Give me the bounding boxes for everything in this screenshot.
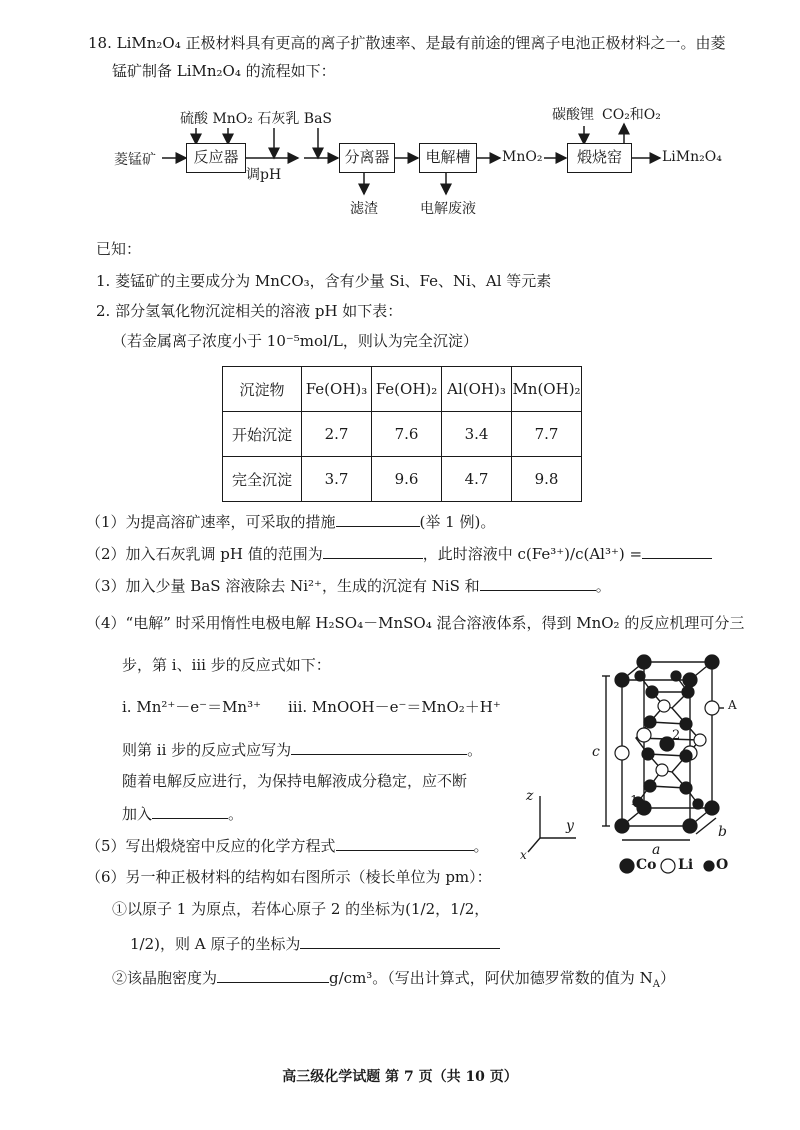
edge-a-label: a [652, 842, 661, 858]
table-cell: 4.7 [442, 457, 512, 502]
known-title: 已知： [96, 240, 142, 258]
flow-reagents-label: 硫酸 MnO₂ 石灰乳 BaS [180, 111, 333, 127]
product-label: LiMn₂O₄ [662, 149, 722, 165]
reactor-box: 反应器 [186, 143, 246, 173]
avogadro-subscript: A [652, 979, 660, 990]
q4-step-ii-end: 。 [467, 741, 483, 759]
separator-box: 分离器 [339, 143, 395, 173]
q6-coord-text: 1/2)，则 A 原子的坐标为 [130, 935, 301, 953]
edge-c-label: c [592, 744, 600, 760]
table-cell: 3.4 [442, 412, 512, 457]
q3-text-end: 。 [595, 577, 611, 595]
table-cell: 7.7 [512, 412, 582, 457]
q4-add-text: 加入 [122, 805, 153, 823]
legend-li-label: Li [678, 857, 694, 873]
gases-label: CO₂和O₂ [602, 107, 661, 123]
electrolyzer-box: 电解槽 [419, 143, 477, 173]
q2-text: （2）加入石灰乳调 pH 值的范围为 [86, 545, 323, 563]
q2-text-end: ，此时溶液中 c(Fe³⁺)/c(Al³⁺) = [422, 545, 643, 563]
known-item-1: 1. 菱锰矿的主要成分为 MnCO₃，含有少量 Si、Fe、Ni、Al 等元素 [96, 272, 552, 290]
table-cell: 开始沉淀 [223, 412, 302, 457]
table-header-cell: Fe(OH)₂ [372, 367, 442, 412]
axis-y-label: y [566, 818, 574, 834]
mno2-label: MnO₂ [502, 149, 543, 165]
table-cell: 2.7 [302, 412, 372, 457]
question-number: 18. [88, 34, 112, 52]
equation-iii: iii. MnOOH－e⁻＝MnO₂＋H⁺ [288, 698, 501, 716]
intro-text-1: LiMn₂O₄ 正极材料具有更高的离子扩散速率、是最有前途的锂离子电池正极材料之一。由菱 [116, 34, 726, 52]
li2co3-label: 碳酸锂 [552, 107, 594, 123]
table-cell: 9.8 [512, 457, 582, 502]
residue-label: 滤渣 [350, 201, 378, 217]
q6-density-end: ） [659, 969, 675, 987]
atom-2-label: 2 [672, 728, 681, 743]
q5-text: （5）写出煅烧窑中反应的化学方程式 [86, 837, 336, 855]
question-4-line2: 步，第 i、iii 步的反应式如下： [122, 656, 331, 674]
edge-b-label: b [718, 824, 727, 840]
table-cell: 9.6 [372, 457, 442, 502]
known-note: （若金属离子浓度小于 10⁻⁵mol/L，则认为完全沉淀） [112, 332, 478, 350]
kiln-box: 煅烧窑 [567, 143, 632, 173]
q6-density-text: ②该晶胞密度为 [112, 969, 218, 987]
waste-label: 电解废液 [420, 201, 476, 217]
page-footer: 高三级化学试题 第 7 页（共 10 页） [282, 1069, 518, 1085]
question-4-line4: 随着电解反应进行，为保持电解液成分稳定，应不断 [122, 772, 468, 790]
q6-density-unit: g/cm³。（写出计算式，阿伏加德罗常数的值为 N [329, 969, 653, 987]
q4-step-ii-text: 则第 ii 步的反应式应写为 [122, 741, 292, 759]
question-6-line1: （6）另一种正极材料的结构如右图所示（棱长单位为 pm）： [86, 868, 492, 886]
question-intro-line2: 锰矿制备 LiMn₂O₄ 的流程如下： [112, 62, 336, 80]
table-header-cell: 沉淀物 [223, 367, 302, 412]
axis-z-label: z [526, 788, 534, 804]
axis-x-label: x [520, 848, 527, 862]
q1-text: （1）为提高溶矿速率，可采取的措施 [86, 513, 336, 531]
table-header-cell: Al(OH)₃ [442, 367, 512, 412]
q3-text: （3）加入少量 BaS 溶液除去 Ni²⁺，生成的沉淀有 NiS 和 [86, 577, 480, 595]
question-6-line2: ①以原子 1 为原点，若体心原子 2 的坐标为(1/2，1/2， [112, 900, 490, 918]
legend-o-label: O [716, 857, 729, 873]
adjust-ph-label: 调pH [246, 167, 282, 183]
known-item-2: 2. 部分氢氧化物沉淀相关的溶液 pH 如下表： [96, 302, 403, 320]
question-4-line1: （4）“电解” 时采用惰性电极电解 H₂SO₄－MnSO₄ 混合溶液体系，得到 MnO₂ 的反应机理可分三 [86, 614, 745, 632]
atom-1-label: 1 [630, 794, 639, 809]
table-cell: 7.6 [372, 412, 442, 457]
legend-co-label: Co [636, 857, 657, 873]
table-cell: 完全沉淀 [223, 457, 302, 502]
atom-a-label: A [728, 698, 737, 712]
table-header-cell: Mn(OH)₂ [512, 367, 582, 412]
equation-i: i. Mn²⁺－e⁻＝Mn³⁺ [122, 698, 262, 716]
flow-input-label: 菱锰矿 [114, 152, 156, 168]
q4-add-end: 。 [228, 805, 244, 823]
table-cell: 3.7 [302, 457, 372, 502]
table-header-cell: Fe(OH)₃ [302, 367, 372, 412]
q1-text-end: (举 1 例)。 [419, 513, 496, 531]
q5-text-end: 。 [473, 837, 489, 855]
